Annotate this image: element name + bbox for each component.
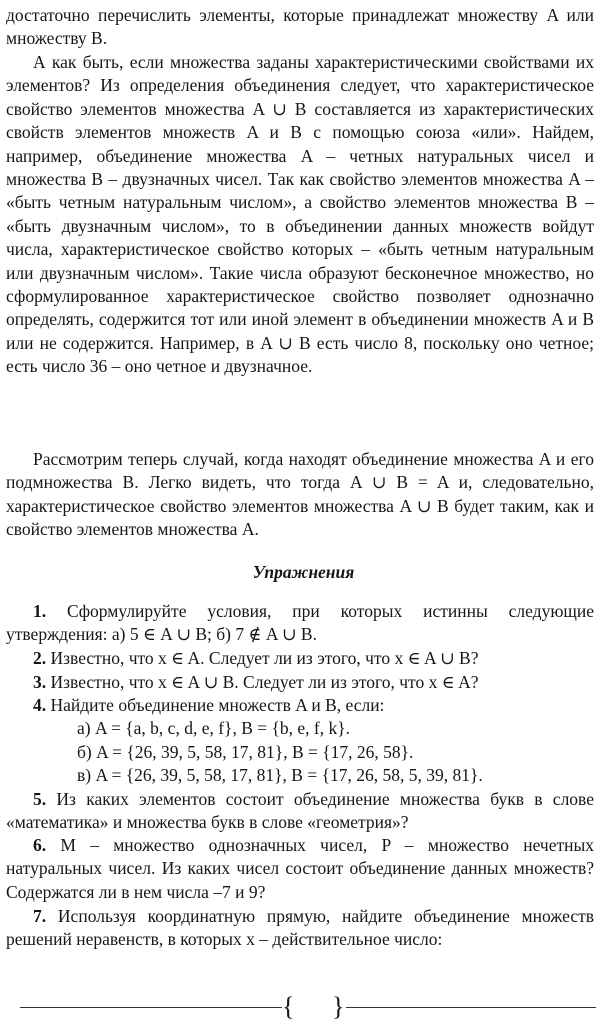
page-footer-ornament: [0, 992, 607, 1022]
exercise-number: 7.: [33, 906, 47, 926]
exercise-text: Известно, что x ∈ A. Следует ли из этого, что x ∈ A ∪ B?: [50, 648, 479, 668]
exercise-number: 2.: [33, 648, 47, 668]
exercise-text: Из каких элементов состоит объединение множества букв в слове «математика» и множества букв в слове «геометрия»?: [6, 789, 594, 833]
exercise-number: 5.: [33, 789, 47, 809]
exercise-5: [6, 788, 594, 835]
exercise-text: Используя координатную прямую, найдите объединение множеств решений неравенств, в которых x – действительное число:: [6, 906, 595, 950]
exercise-text: M – множество однозначных чисел, P – множество нечетных натуральных чисел. Из каких чисел состоит объединение данных множеств? Содержатся ли в нем числа –7 и 9?: [6, 835, 594, 902]
exercises-heading: Упражнения: [252, 562, 355, 582]
exercise-text: Сформулируйте условия, при которых истинны следующие утверждения: а) 5 ∈ A ∪ B; б) 7 ∉ A ∪ B.: [6, 601, 595, 645]
exercise-text: Известно, что x ∈ A ∪ B. Следует ли из этого, что x ∈ A?: [50, 672, 479, 692]
exercise-1: [6, 600, 594, 647]
footer-left-brace: {: [282, 992, 295, 1021]
paragraph-continuation: достаточно перечислить элементы, которые принадлежат множеству A или множеству B.: [6, 5, 594, 49]
exercise-number: 3.: [33, 672, 47, 692]
exercise-number: 6.: [33, 835, 47, 855]
exercise-2: [6, 647, 594, 670]
exercise-4-item-a: а) A = {a, b, c, d, e, f}, B = {b, e, f, k}.: [77, 718, 351, 738]
exercise-4-item-b: б) A = {26, 39, 5, 58, 17, 81}, B = {17, 26, 58}.: [77, 742, 414, 762]
exercise-text: Найдите объединение множеств A и B, если:: [50, 695, 385, 715]
exercise-4-item-c: в) A = {26, 39, 5, 58, 17, 81}, B = {17, 26, 58, 5, 39, 81}.: [77, 765, 483, 785]
footer-right-brace: }: [332, 992, 345, 1021]
paragraph-characteristic-properties: А как быть, если множества заданы характеристическими свойствами их элементов? Из определения объединения следует, что характеристическое свойство элементов множества A ∪ B составляется из характеристических свойств элементов множеств A и B с помощью союза «или». Найдем, например, объединение множества A – четных натуральных чисел и множества B – двузначных чисел. Так как свойство элементов множества A – «быть четным натуральным числом», а свойство элементов множества B – «быть двузначным числом», то в объединении данных множеств войдут числа, характеристическое свойство которых – «быть четным натуральным или двузначным числом». Такие числа образуют бесконечное множество, но сформулированное характеристическое свойство позволяет однозначно определять, содержится тот или иной элемент в объединении множеств A и B или не содержится. Например, в A ∪ B есть число 8, поскольку оно четное; есть число 36 – оно четное и двузначное.: [6, 52, 594, 377]
exercise-number: 1.: [33, 601, 47, 621]
exercise-6: [6, 834, 594, 904]
exercise-3: [6, 671, 594, 694]
exercise-7: [6, 905, 594, 952]
footer-rule-right: [346, 1007, 596, 1008]
exercise-number: 4.: [33, 695, 47, 715]
exercise-4: [6, 694, 594, 717]
footer-rule-left: [20, 1007, 282, 1008]
paragraph-subset-case: Рассмотрим теперь случай, когда находят объединение множества A и его подмножества B. Легко видеть, что тогда A ∪ B = A и, следовательно, характеристическое свойство элементов множества A ∪ B будет таким, как и свойство элементов множества A.: [6, 449, 594, 540]
